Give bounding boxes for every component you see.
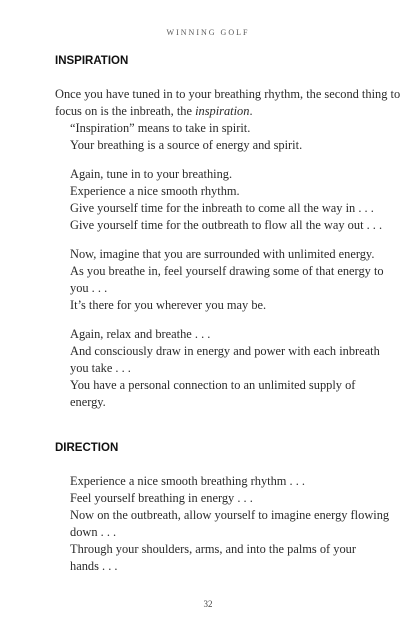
body-line: down . . . bbox=[70, 525, 117, 539]
body-line: Feel yourself breathing in energy . . . bbox=[70, 491, 253, 505]
body-line: Again, relax and breathe . . . bbox=[70, 327, 211, 341]
body-line: you take . . . bbox=[70, 361, 131, 375]
page-number: 32 bbox=[203, 599, 213, 609]
body-line: You have a personal connection to an unlimited supply of bbox=[70, 378, 356, 392]
body-line: Through your shoulders, arms, and into the palms of your bbox=[70, 542, 356, 556]
italic-term: inspiration bbox=[195, 104, 250, 118]
body-line: Experience a nice smooth rhythm. bbox=[70, 184, 240, 198]
body-line: Again, tune in to your breathing. bbox=[70, 167, 233, 181]
section-heading-inspiration: INSPIRATION bbox=[55, 55, 129, 67]
body-line: Now on the outbreath, allow yourself to imagine energy flowing bbox=[70, 508, 390, 522]
section-heading-direction: DIRECTION bbox=[55, 442, 119, 454]
body-line: hands . . . bbox=[70, 559, 118, 573]
body-line: Give yourself time for the inbreath to come all the way in . . . bbox=[70, 201, 374, 215]
body-line: Now, imagine that you are surrounded with unlimited energy. bbox=[70, 247, 375, 261]
body-line: Once you have tuned in to your breathing rhythm, the second thing to bbox=[55, 87, 401, 101]
body-line bbox=[55, 103, 253, 119]
body-line: It’s there for you wherever you may be. bbox=[70, 298, 267, 312]
body-line: energy. bbox=[70, 395, 106, 409]
body-line: you . . . bbox=[70, 281, 108, 295]
body-line: And consciously draw in energy and power with each inbreath bbox=[70, 344, 380, 358]
running-header: WINNING GOLF bbox=[166, 28, 250, 37]
body-line: As you breathe in, feel yourself drawing some of that energy to bbox=[70, 264, 384, 278]
body-line: Experience a nice smooth breathing rhythm . . . bbox=[70, 474, 306, 488]
body-line-main: focus on is the inbreath, the inspiration. bbox=[55, 104, 253, 118]
body-line: Give yourself time for the outbreath to flow all the way out . . . bbox=[70, 218, 383, 232]
body-line: Your breathing is a source of energy and spirit. bbox=[70, 138, 303, 152]
body-line: “Inspiration” means to take in spirit. bbox=[70, 121, 251, 135]
